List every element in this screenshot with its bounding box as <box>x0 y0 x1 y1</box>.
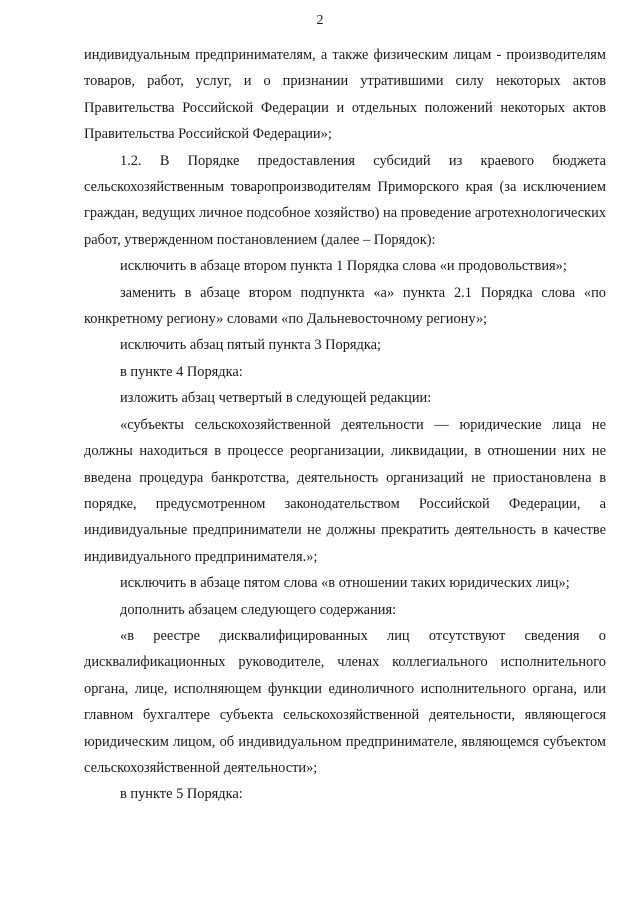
paragraph-5: исключить абзац пятый пункта 3 Порядка; <box>120 337 382 354</box>
paragraph-4: заменить в абзаце втором подпункта «а» пункта 2.1 Порядка слова «по конкретному региону» словами «по Дальневосточному региону»; <box>84 284 606 328</box>
paragraph-2: 1.2. В Порядке предоставления субсидий из краевого бюджета сельскохозяйственным товаропроизводителям Приморского края (за исключением граждан, ведущих личное подсобное хозяйство) на проведение агротехнологических работ, утвержденном постановлением (далее – Порядок): <box>84 152 606 248</box>
paragraph-12: в пункте 5 Порядка: <box>120 786 243 803</box>
paragraph-11: «в реестре дисквалифицированных лиц отсутствуют сведения о дисквалификационных руководителе, членах коллегиального исполнительного органа, лице, исполняющем функции единоличного исполнительного органа, или главном бухгалтере субъекта сельскохозяйственной деятельности, являющегося юридическим лицом, об индивидуальном предпринимателе, являющемся субъектом сельскохозяйственной деятельности»; <box>84 627 606 776</box>
paragraph-1: индивидуальным предпринимателям, а также физическим лицам - производителям товаров, работ, услуг, и о признании утратившими силу некоторых актов Правительства Российской Федерации и отдельных положений некоторых актов Правительства Российской Федерации»; <box>84 47 606 143</box>
paragraph-10: дополнить абзацем следующего содержания: <box>120 601 397 618</box>
paragraph-7: изложить абзац четвертый в следующей редакции: <box>120 390 432 407</box>
page-number: 2 <box>316 13 324 28</box>
paragraph-6: в пункте 4 Порядка: <box>120 363 243 380</box>
paragraph-8: «субъекты сельскохозяйственной деятельности — юридические лица не должны находиться в процессе реорганизации, ликвидации, в отношении них не введена процедура банкротства, деятельность организаций не приостановлена в порядке, предусмотренном законодательством Российской Федерации, а индивидуальные предприниматели не должны прекратить деятельность в качестве индивидуального предпринимателя.»; <box>84 416 606 565</box>
document-body <box>84 42 606 808</box>
paragraph-9: исключить в абзаце пятом слова «в отношении таких юридических лиц»; <box>120 575 570 592</box>
paragraph-3: исключить в абзаце втором пункта 1 Порядка слова «и продовольствия»; <box>120 258 567 275</box>
